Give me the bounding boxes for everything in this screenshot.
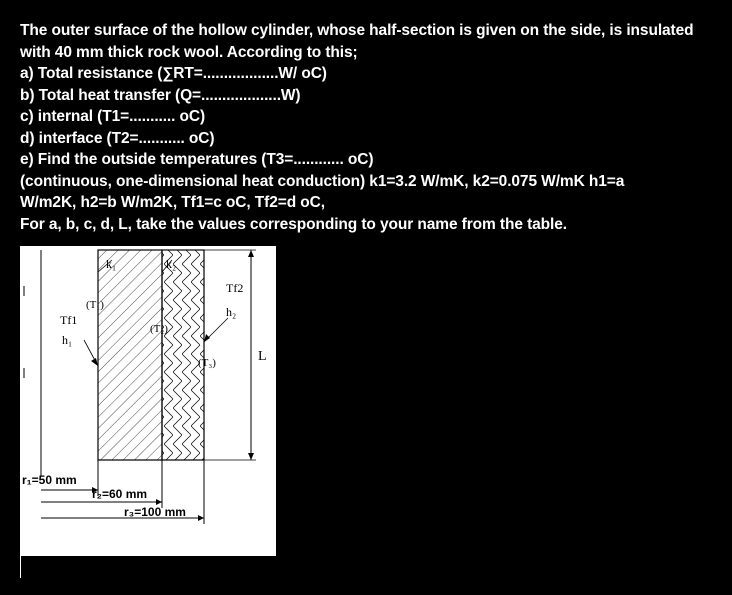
- question-line: b) Total heat transfer (Q=...................W): [20, 86, 301, 104]
- h1-label: h₁: [62, 333, 73, 347]
- tf2-label: Tf2: [226, 281, 244, 295]
- r2-label: r₂=60 mm: [92, 487, 148, 501]
- question-line: a) Total resistance (∑RT=..................W/ oC): [20, 65, 327, 82]
- h2-label: h₂: [226, 305, 237, 319]
- t2-label: (T₂): [150, 323, 168, 335]
- tf1-label: Tf1: [60, 313, 78, 327]
- question-line: d) interface (T2=........... oC): [20, 129, 215, 147]
- question-line: e) Find the outside temperatures (T3=............ oC): [20, 151, 374, 168]
- question-text: [20, 20, 720, 235]
- text-cursor: [20, 556, 21, 578]
- t3-label: (T₃): [198, 357, 216, 369]
- question-line: For a, b, c, d, L, take the values corresponding to your name from the table.: [20, 215, 567, 233]
- question-line: (continuous, one-dimensional heat conduction) k1=3.2 W/mK, k2=0.075 W/mK h1=a: [20, 172, 625, 190]
- k1-label: k₁: [106, 257, 117, 271]
- r3-label: r₃=100 mm: [124, 505, 186, 519]
- question-line: with 40 mm thick rock wool. According to this;: [20, 43, 358, 61]
- question-line: W/m2K, h2=b W/m2K, Tf1=c oC, Tf2=d oC,: [20, 194, 325, 211]
- k2-label: k₂: [166, 257, 177, 271]
- cylinder-half-section-figure: [20, 246, 276, 556]
- r1-label: r₁=50 mm: [22, 473, 77, 487]
- layer-k1: [98, 250, 162, 460]
- t1-label: (T₁): [86, 299, 104, 311]
- question-line: The outer surface of the hollow cylinder, whose half-section is given on the side, is insulated: [20, 22, 694, 39]
- length-label: L: [258, 349, 267, 364]
- figure-svg: [20, 246, 276, 556]
- question-line: c) internal (T1=........... oC): [20, 108, 206, 125]
- layer-k2: [162, 250, 204, 460]
